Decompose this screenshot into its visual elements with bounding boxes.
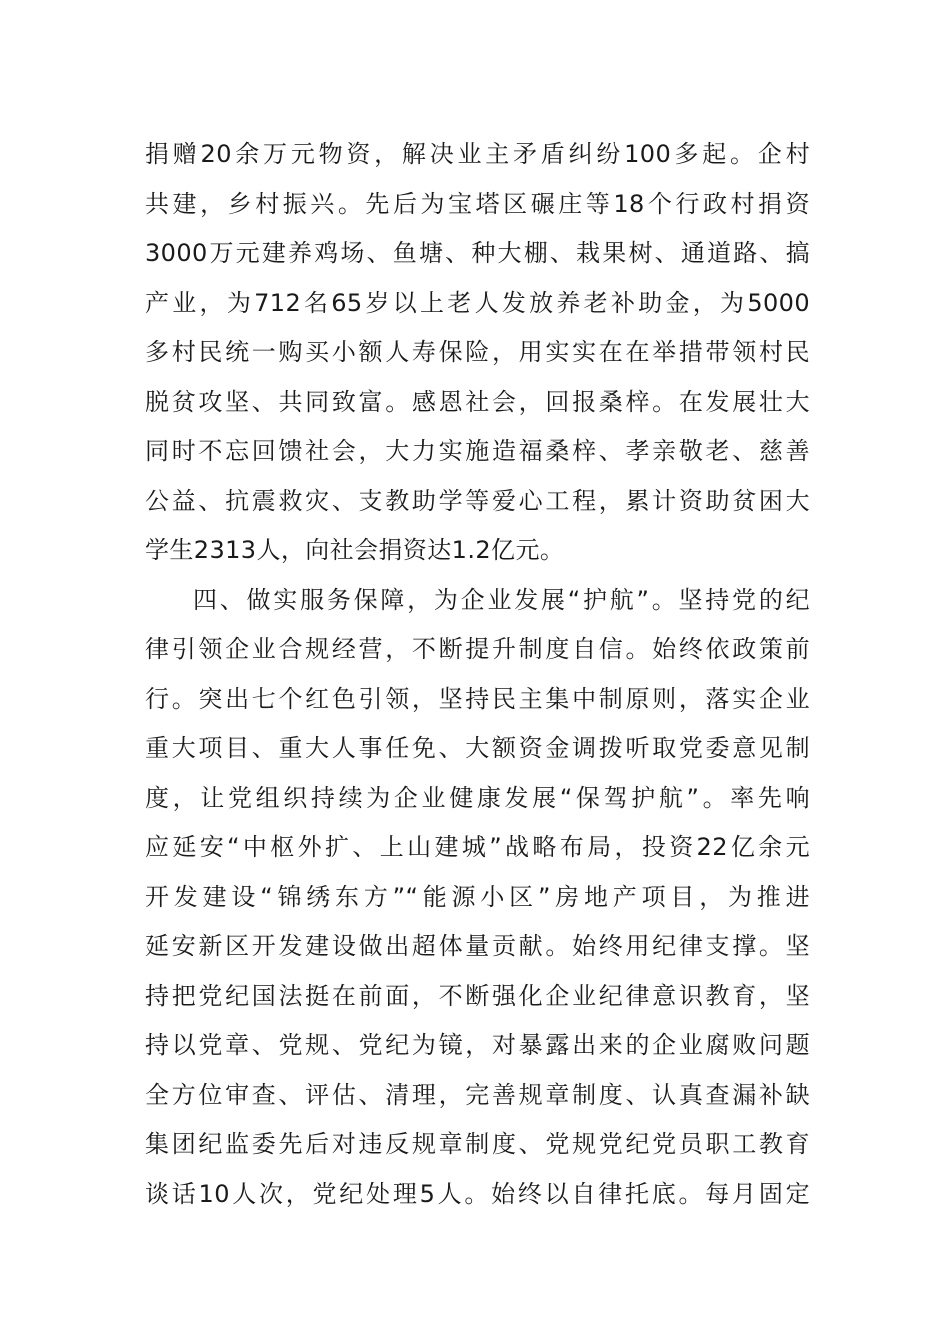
- text-line: 四、做实服务保障，为企业发展“护航”。坚持党的纪: [193, 585, 810, 614]
- text-line: 全方位审查、评估、清理，完善规章制度、认真查漏补缺: [145, 1080, 810, 1109]
- text-line: 共建，乡村振兴。先后为宝塔区碾庄等18个行政村捐资: [145, 189, 810, 218]
- text-line: 开发建设“锦绣东方”“能源小区”房地产项目，为推进: [145, 882, 810, 911]
- text-line: 公益、抗震救灾、支教助学等爱心工程，累计资助贫困大: [145, 486, 810, 515]
- text-line: 3000万元建养鸡场、鱼塘、种大棚、栽果树、通道路、搞: [145, 239, 810, 267]
- text-line: 捐赠20余万元物资，解决业主矛盾纠纷100多起。企村: [145, 140, 810, 168]
- text-line: 应延安“中枢外扩、上山建城”战略布局，投资22亿余元: [145, 833, 810, 861]
- text-line: 同时不忘回馈社会，大力实施造福桑梓、孝亲敬老、慈善: [145, 437, 810, 465]
- text-line: 脱贫攻坚、共同致富。感恩社会，回报桑梓。在发展壮大: [145, 387, 810, 416]
- paragraph-1: [145, 130, 810, 576]
- text-line: 延安新区开发建设做出超体量贡献。始终用纪律支撑。坚: [145, 932, 810, 960]
- text-line: 持把党纪国法挺在前面，不断强化企业纪律意识教育，坚: [145, 981, 810, 1010]
- text-line: 谈话10人次，党纪处理5人。始终以自律托底。每月固定: [145, 1179, 810, 1208]
- body-text: [145, 130, 810, 1219]
- text-line: 持以党章、党规、党纪为镜，对暴露出来的企业腐败问题: [145, 1031, 810, 1059]
- paragraph-2: [145, 576, 810, 1220]
- text-line: 行。突出七个红色引领，坚持民主集中制原则，落实企业: [145, 684, 810, 713]
- text-line: 集团纪监委先后对违反规章制度、党规党纪党员职工教育: [145, 1130, 810, 1158]
- text-line: 度，让党组织持续为企业健康发展“保驾护航”。率先响: [145, 783, 810, 812]
- text-line: 律引领企业合规经营，不断提升制度自信。始终依政策前: [145, 635, 810, 663]
- text-line: 重大项目、重大人事任免、大额资金调拨听取党委意见制: [145, 734, 810, 762]
- text-line: 多村民统一购买小额人寿保险，用实实在在举措带领村民: [145, 338, 810, 366]
- text-line: 学生2313人，向社会捐资达1.2亿元。: [145, 536, 565, 564]
- text-line: 产业，为712名65岁以上老人发放养老补助金，为5000: [145, 288, 810, 317]
